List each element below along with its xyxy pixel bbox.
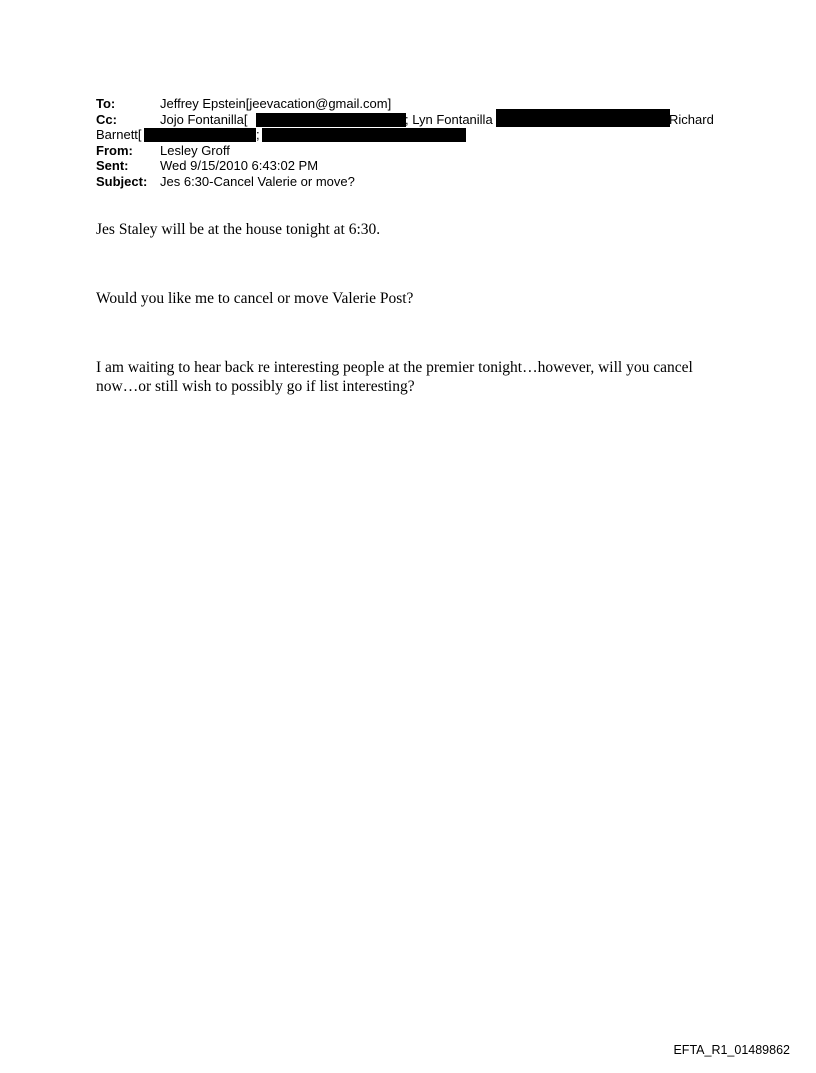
cc-label: Cc:: [96, 111, 117, 127]
subject-value: Jes 6:30-Cancel Valerie or move?: [160, 173, 355, 189]
to-label: To:: [96, 96, 116, 111]
cc-separator: ;: [256, 127, 260, 142]
cc-recipient-3: Richard: [669, 111, 714, 127]
cc-row: [96, 112, 736, 128]
redaction-block: [144, 128, 256, 142]
cc-recipient-3-surname: Barnett[: [96, 127, 142, 142]
redaction-block: [256, 113, 406, 127]
email-paragraph: Jes Staley will be at the house tonight at 6:30.: [96, 221, 381, 238]
from-value: Lesley Groff: [160, 142, 230, 158]
cc-recipient-1: Jojo Fontanilla[: [160, 111, 248, 127]
subject-row: [96, 174, 736, 190]
email-header: [96, 96, 736, 189]
document-id: EFTA_R1_01489862: [673, 1043, 790, 1057]
email-paragraph: Would you like me to cancel or move Valerie Post?: [96, 290, 414, 307]
sent-label: Sent:: [96, 158, 129, 173]
sent-value: Wed 9/15/2010 6:43:02 PM: [160, 158, 319, 173]
from-label: From:: [96, 142, 133, 158]
to-value: Jeffrey Epstein[jeevacation@gmail.com]: [160, 96, 392, 111]
redaction-block: [496, 109, 670, 127]
redaction-block: [262, 128, 466, 142]
cc-recipient-2: ; Lyn Fontanilla: [405, 111, 493, 127]
cc-row-continued: [96, 127, 736, 143]
from-row: [96, 143, 736, 159]
sent-row: [96, 158, 736, 174]
subject-label: Subject:: [96, 173, 148, 189]
email-paragraph: I am waiting to hear back re interesting people at the premier tonight…however, will you cancel now…or still wish to possibly go if list interesting?: [96, 359, 693, 395]
